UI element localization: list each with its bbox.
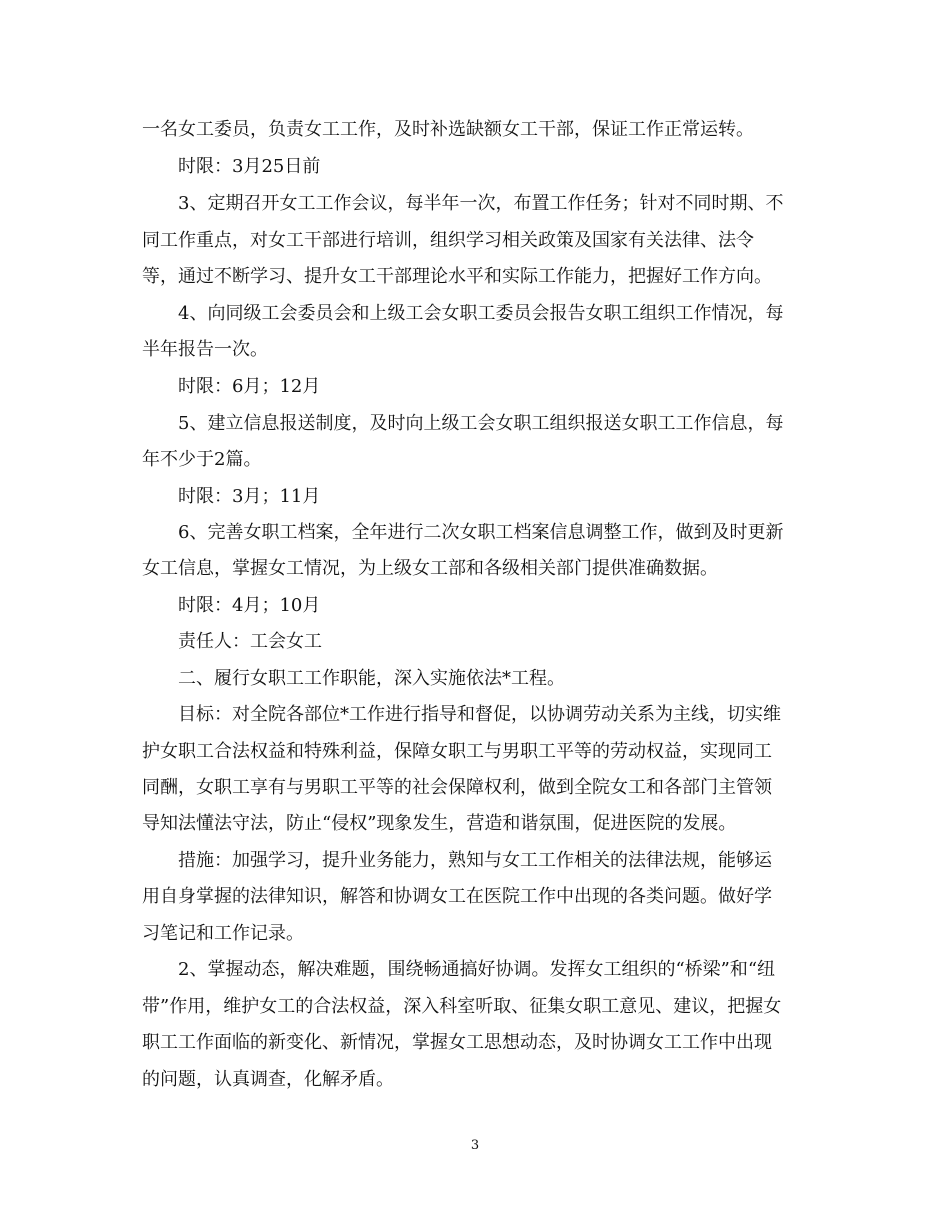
text-line: 措施：加强学习，提升业务能力，熟知与女工工作相关的法律法规，能够运	[178, 850, 772, 871]
text-line: 5、建立信息报送制度，及时向上级工会女职工组织报送女职工工作信息，每	[178, 413, 784, 434]
text-line: 责任人：工会女工	[178, 631, 322, 652]
text-line: 时限：3月；11月	[178, 486, 321, 507]
text-line: 同工作重点，对女工干部进行培训，组织学习相关政策及国家有关法律、法令	[142, 230, 754, 251]
text-line: 年不少于2篇。	[142, 449, 262, 470]
text-line: 护女职工合法权益和特殊利益，保障女职工与男职工平等的劳动权益，实现同工	[142, 741, 772, 762]
text-line: 目标：对全院各部位*工作进行指导和督促，以协调劳动关系为主线，切实维	[178, 704, 781, 725]
text-line: 时限：3月25日前	[178, 156, 321, 177]
text-line: 的问题，认真调查，化解矛盾。	[142, 1069, 394, 1090]
text-line: 习笔记和工作记录。	[142, 923, 304, 944]
text-line: 半年报告一次。	[142, 339, 268, 360]
text-line: 同酬，女职工享有与男职工平等的社会保障权利，做到全院女工和各部门主管领	[142, 777, 772, 798]
text-line: 职工工作面临的新变化、新情况，掌握女工思想动态，及时协调女工工作中出现	[142, 1032, 772, 1053]
text-line: 导知法懂法守法，防止“侵权”现象发生，营造和谐氛围，促进医院的发展。	[142, 813, 737, 834]
text-line: 3、定期召开女工工作会议，每半年一次，布置工作任务；针对不同时期、不	[178, 193, 784, 214]
text-line: 4、向同级工会委员会和上级工会女职工委员会报告女职工组织工作情况，每	[178, 303, 784, 324]
text-line: 时限：4月；10月	[178, 595, 321, 616]
page-number: 3	[470, 1138, 480, 1153]
text-line: 带”作用，维护女工的合法权益，深入科室听取、征集女职工意见、建议，把握女	[142, 996, 782, 1017]
text-line: 等，通过不断学习、提升女工干部理论水平和实际工作能力，把握好工作方向。	[142, 266, 772, 287]
text-line: 女工信息，掌握女工情况，为上级女工部和各级相关部门提供准确数据。	[142, 558, 718, 579]
text-line: 2、掌握动态，解决难题，围绕畅通搞好协调。发挥女工组织的“桥梁”和“纽	[178, 959, 776, 980]
text-line: 6、完善女职工档案，全年进行二次女职工档案信息调整工作，做到及时更新	[178, 522, 784, 543]
text-line: 一名女工委员，负责女工工作，及时补选缺额女工干部，保证工作正常运转。	[142, 119, 754, 140]
text-line: 时限：6月；12月	[178, 376, 321, 397]
text-line: 二、履行女职工工作职能，深入实施依法*工程。	[178, 668, 565, 689]
text-line: 用自身掌握的法律知识，解答和协调女工在医院工作中出现的各类问题。做好学	[142, 886, 772, 907]
